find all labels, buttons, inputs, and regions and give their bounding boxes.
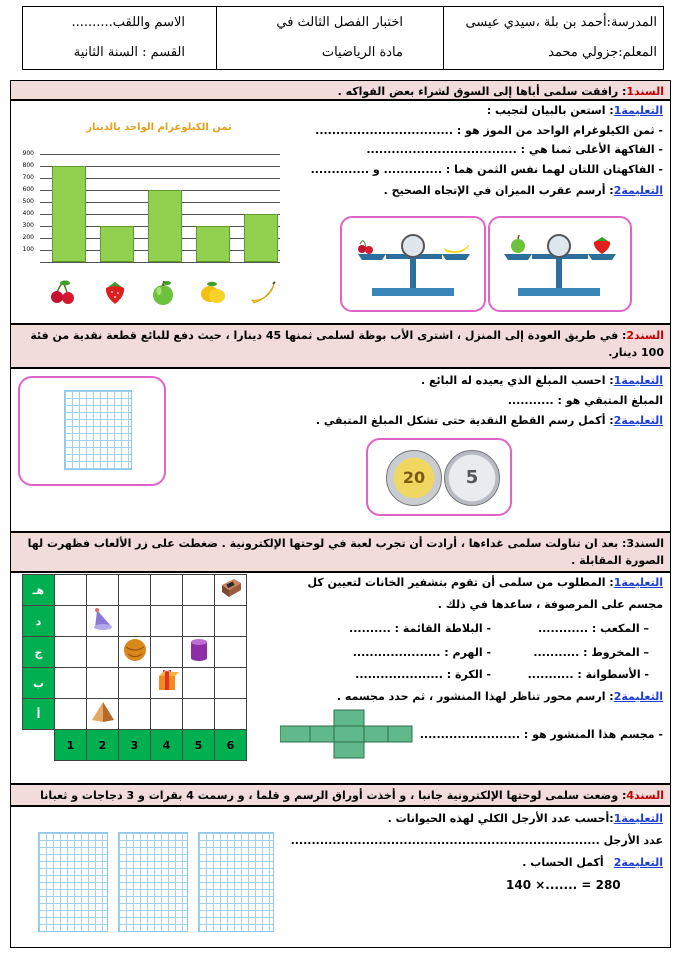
section3-text: : بعد ان تناولت سلمى غداءها ، أرادت أن تجرب لعبة في لوحتها الإلكترونية . ضغطت على زر الألعاب فظهرت لها الصورة المقابلة . xyxy=(27,537,664,567)
chart-y-tick: 800 xyxy=(22,162,34,169)
coin-5-dinar: 5 xyxy=(444,450,500,506)
s3-instruction1-cont: مجسم على المرصوفة ، ساعدها في ذلك . xyxy=(437,598,663,611)
chart-title: ثمن الكيلوغرام الواحد بالدينار xyxy=(86,122,232,133)
chart-gridline xyxy=(40,154,280,155)
s4-instruction2 xyxy=(522,856,663,869)
section1-label: السند1 xyxy=(626,85,664,98)
name-field-label: الاسم واللقب.......... xyxy=(71,15,185,30)
s3-i2-label: التعليمة2 xyxy=(613,690,663,703)
row-label-j: ج xyxy=(23,637,55,668)
s3-pyramid-answer: - الهرم : ..................... xyxy=(352,646,491,659)
header-divider xyxy=(216,7,217,69)
s4-equation[interactable]: 140 ×....... = 280 xyxy=(506,878,621,892)
s4-legs-count: عدد الأرجل .......................................................................... xyxy=(290,834,663,847)
exam-header xyxy=(22,6,664,70)
section1-text: : رافقت سلمى أباها إلى السوق لشراء بعض الفواكه . xyxy=(337,85,627,98)
s1-i1-text: : استعن بالبيان لتجيب : xyxy=(486,104,614,117)
s4-i2-text: أكمل الحساب . xyxy=(522,856,604,869)
col-label-1: 1 xyxy=(55,730,87,761)
row-label-e: هـ xyxy=(23,575,55,606)
chart-y-tick: 700 xyxy=(22,174,34,181)
chart-y-tick: 600 xyxy=(22,186,34,193)
s2-i1-text: : احسب المبلغ الذي يعيده له البائع . xyxy=(421,374,614,387)
cylinder-shape[interactable] xyxy=(183,637,215,668)
s3-cylinder-answer: - الأسطوانة : ........... xyxy=(527,668,649,681)
exam-title: اختبار الفصل الثالث في xyxy=(276,15,403,30)
row-label-d: د xyxy=(23,606,55,637)
s1-i2-label: التعليمة2 xyxy=(613,184,663,197)
s3-cone-answer: – المخروط : ........... xyxy=(533,646,649,659)
chart-y-tick: 300 xyxy=(22,222,34,229)
s2-i2-label: التعليمة2 xyxy=(613,414,663,427)
s4-graph-paper-2[interactable] xyxy=(118,832,188,932)
cube-shape[interactable] xyxy=(151,668,183,699)
balance-scale-apple[interactable] xyxy=(488,216,632,312)
s3-slab-answer: - البلاطة القائمة : .......... xyxy=(349,622,491,635)
chart-bar-lemon xyxy=(196,226,230,262)
s3-i2-text: : ارسم محور تناظر لهذا المنشور ، ثم حدد مجسمه . xyxy=(336,690,614,703)
col-label-3: 3 xyxy=(119,730,151,761)
chart-y-tick: 100 xyxy=(22,246,34,253)
section2-band xyxy=(10,324,671,368)
pyramid-shape[interactable] xyxy=(87,699,119,730)
shapes-grid xyxy=(22,574,247,761)
section4-box xyxy=(10,806,671,948)
s3-ball-answer: - الكرة : ..................... xyxy=(355,668,491,681)
lemon-icon xyxy=(198,278,228,310)
s2-instruction1 xyxy=(421,374,663,387)
balance-scale-banana[interactable] xyxy=(340,216,486,312)
section4-text: : وضعت سلمى لوحتها الإلكترونية جانبا ، و أخذت أوراق الرسم و قلما ، و رسمت 4 بقرات و 3 دجاجات و ثعبانا xyxy=(40,789,627,802)
s3-prism-answer: - مجسم هذا المنشور هو : ........................ xyxy=(419,728,663,741)
cherries-icon xyxy=(48,278,78,310)
chart-bar-banana xyxy=(244,214,278,262)
s4-graph-paper-1[interactable] xyxy=(38,832,108,932)
s4-i2-label: التعليمة2 xyxy=(613,856,663,869)
s1-i2-text: : أرسم عقرب الميزان في الإتجاه الصحيح . xyxy=(383,184,614,197)
col-label-2: 2 xyxy=(87,730,119,761)
s4-i1-label: التعليمة1 xyxy=(613,812,663,825)
strawberry-icon xyxy=(102,278,128,310)
chart-y-axis xyxy=(20,150,38,262)
s2-i1-label: التعليمة1 xyxy=(613,374,663,387)
row-label-a: أ xyxy=(23,699,55,730)
s2-graph-paper[interactable] xyxy=(64,390,132,470)
s4-i1-text: :أحسب عدد الأرجل الكلي لهذه الحيوانات . xyxy=(387,812,614,825)
chart-y-tick: 900 xyxy=(22,150,34,157)
row-label-b: ب xyxy=(23,668,55,699)
section2-text: : في طريق العودة إلى المنزل ، اشترى الأب بوظة لسلمى ثمنها 45 دينارا ، حيث دفع للبائع قطعة نقدية من فئة 100 دينار. xyxy=(30,329,664,359)
subject-label: مادة الرياضيات xyxy=(321,45,403,60)
s1-question-same-price: - الفاكهتان اللتان لهما نفس الثمن هما : .............. و .............. xyxy=(310,163,663,176)
s2-instruction2 xyxy=(316,414,663,427)
s3-cube-answer: – المكعب : ............ xyxy=(537,622,649,635)
cone-shape[interactable] xyxy=(87,606,119,637)
chart-plot-area xyxy=(40,154,280,262)
header-divider xyxy=(443,7,444,69)
chart-y-tick: 200 xyxy=(22,234,34,241)
s1-i1-label: التعليمة1 xyxy=(613,104,663,117)
s1-instruction1 xyxy=(487,104,663,117)
school-name: المدرسة:أحمد بن بلة ،سيدي عيسى xyxy=(465,15,657,30)
ball-shape[interactable] xyxy=(119,637,151,668)
s2-answer-area[interactable] xyxy=(18,376,166,486)
section4-band xyxy=(10,784,671,806)
col-label-6: 6 xyxy=(215,730,247,761)
section2-label: السند2 xyxy=(626,329,664,342)
apple-icon xyxy=(150,278,176,310)
section4-label: السند4 xyxy=(626,789,664,802)
banana-icon xyxy=(248,278,278,310)
chart-bar-cherries xyxy=(52,166,86,262)
s3-i1-text: : المطلوب من سلمى أن تقوم بتشفير الخانات لتعيين كل xyxy=(307,576,614,589)
col-label-4: 4 xyxy=(151,730,183,761)
s1-question-banana: - ثمن الكيلوغرام الواحد من الموز هو : ................................. xyxy=(315,124,663,137)
prism-net[interactable] xyxy=(280,708,414,764)
slab-shape[interactable] xyxy=(215,575,247,606)
s3-i1-label: التعليمة1 xyxy=(613,576,663,589)
chart-y-tick: 500 xyxy=(22,198,34,205)
coin-20-dinar: 20 xyxy=(386,450,442,506)
teacher-name: المعلم:جزولي محمد xyxy=(548,45,657,60)
section3-band xyxy=(10,532,671,572)
chart-bar-strawberry xyxy=(100,226,134,262)
fruit-price-chart xyxy=(14,118,284,314)
s2-i2-text: : أكمل رسم القطع النقدية حتى تشكل المبلغ المتبقي . xyxy=(315,414,614,427)
coins-box[interactable] xyxy=(366,438,512,516)
s3-instruction1 xyxy=(307,576,663,589)
chart-baseline xyxy=(40,262,280,263)
section1-band xyxy=(10,80,671,100)
s3-instruction2 xyxy=(337,690,663,703)
s4-graph-paper-3[interactable] xyxy=(198,832,274,932)
chart-bar-apple xyxy=(148,190,182,262)
class-label: القسم : السنة الثانية xyxy=(73,45,185,60)
s1-instruction2 xyxy=(384,184,663,197)
col-label-5: 5 xyxy=(183,730,215,761)
section3-label: السند3 xyxy=(626,537,664,550)
chart-y-tick: 400 xyxy=(22,210,34,217)
s4-instruction1 xyxy=(388,812,663,825)
s2-remaining-amount: المبلغ المتبقي هو : ........... xyxy=(507,394,663,407)
s1-question-expensive: - الفاكهة الأغلى ثمنا هي : .................................... xyxy=(366,143,663,156)
